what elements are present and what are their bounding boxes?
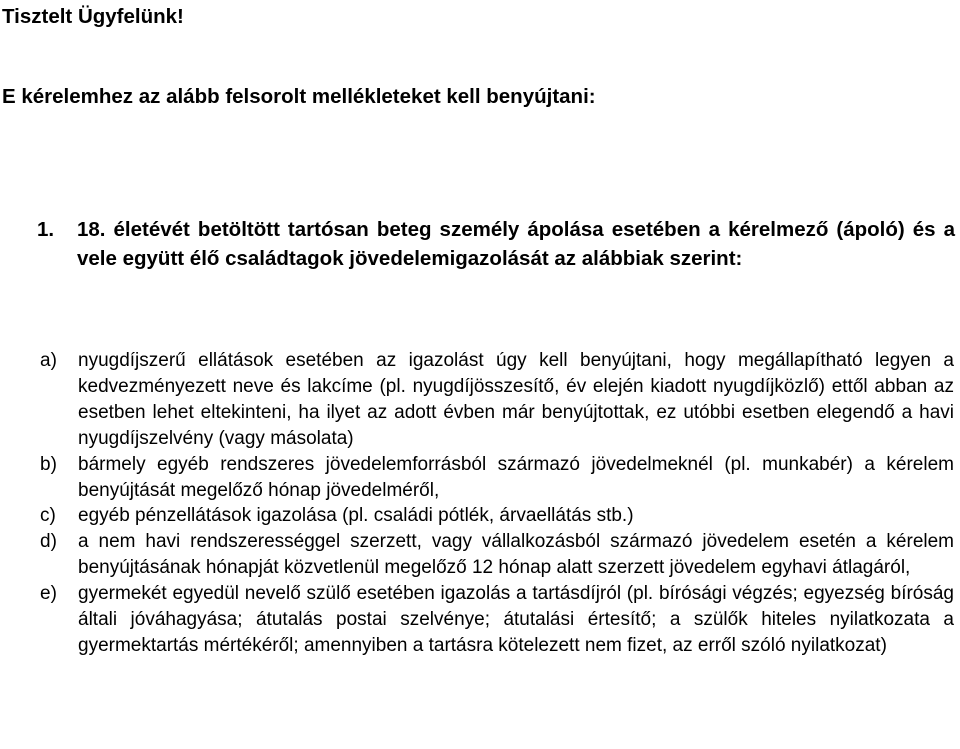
intro-heading: E kérelemhez az alább felsorolt mellékleteket kell benyújtani: bbox=[2, 85, 596, 108]
subitem-letter: a) bbox=[40, 350, 57, 371]
subitem-e bbox=[0, 581, 960, 659]
subitem-letter: b) bbox=[40, 453, 57, 475]
subitem-text: a nem havi rendszerességgel szerzett, vagy vállalkozásból származó jövedelem esetén a kérelem benyújtásának hónapját közvetlenül megelőző 12 hónap alatt szerzett jövedelem egyhavi átlagáról, bbox=[78, 531, 954, 579]
subitem-letter: d) bbox=[40, 531, 57, 553]
subitem-letter: e) bbox=[40, 583, 57, 605]
subitem-b bbox=[0, 452, 960, 504]
subitem-list bbox=[0, 348, 960, 659]
subitem-d bbox=[0, 529, 960, 581]
list-item-text: 18. életévét betöltött tartósan beteg személy ápolása esetében a kérelmező (ápoló) és a vele együtt élő családtagok jövedelemigazolását az alábbiak szerint: bbox=[77, 218, 955, 270]
subitem-a bbox=[0, 348, 960, 452]
list-item-number: 1. bbox=[37, 218, 55, 241]
greeting-heading: Tisztelt Ügyfelünk! bbox=[2, 5, 184, 28]
subitem-text: nyugdíjszerű ellátások esetében az igazolást úgy kell benyújtani, hogy megállapítható legyen a kedvezményezett neve és lakcíme (pl. nyugdíjösszesítő, év elején kiadott nyugdíjközlő) ettől abban az esetben lehet eltekinteni, ha ilyet az adott évben már benyújtottak, ez utóbbi esetben elegendő a havi nyugdíjszelvény (vagy másolata) bbox=[78, 350, 954, 449]
subitem-c bbox=[0, 503, 960, 529]
subitem-text: bármely egyéb rendszeres jövedelemforrásból származó jövedelmeknél (pl. munkabér) a kérelem benyújtását megelőző hónap jövedelméről, bbox=[78, 453, 954, 501]
subitem-letter: c) bbox=[40, 505, 56, 527]
subitem-text: egyéb pénzellátások igazolása (pl. családi pótlék, árvaellátás stb.) bbox=[78, 505, 634, 527]
subitem-text: gyermekét egyedül nevelő szülő esetében igazolás a tartásdíjról (pl. bírósági végzés; egyezség bíróság általi jóváhagyása; átutalás postai szelvénye; átutalási értesítő; a szülők hiteles nyilatkozata a gyermektartás mértékéről; amennyiben a tartásra kötelezett nem fizet, az erről szóló nyilatkozat) bbox=[78, 583, 954, 656]
